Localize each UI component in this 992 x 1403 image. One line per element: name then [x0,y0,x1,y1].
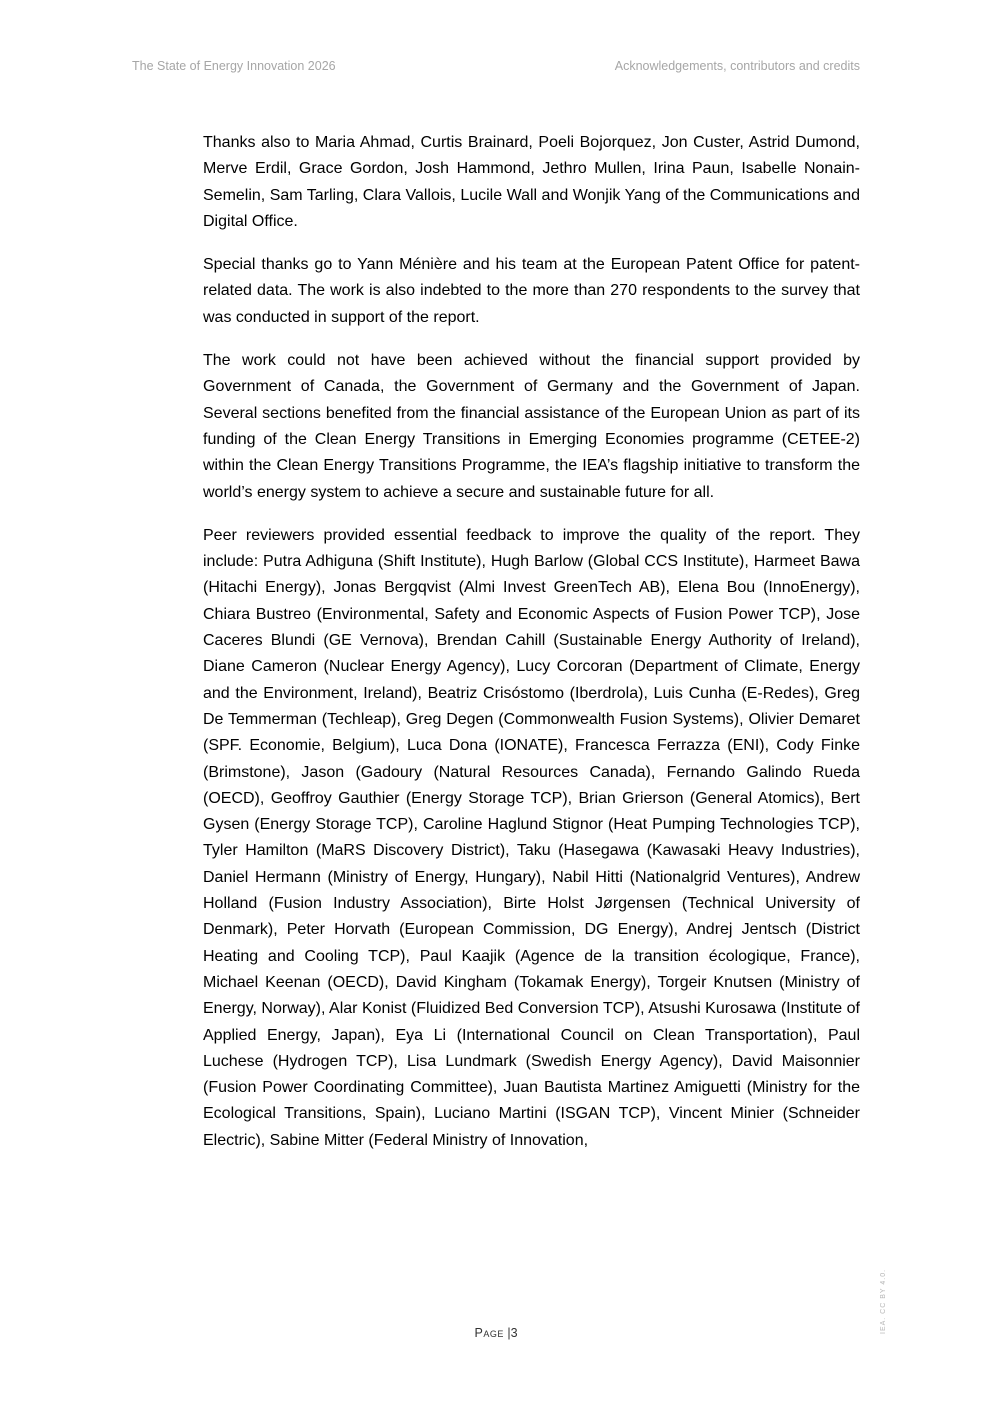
section-title: Acknowledgements, contributors and credits [614,59,860,73]
license-mark: IEA. CC BY 4.0. [880,1268,887,1334]
page-number: 3 [510,1326,518,1340]
running-header [132,59,860,75]
report-title: The State of Energy Innovation 2026 [132,59,336,73]
page-separator: | [507,1326,511,1340]
page-footer [0,1326,992,1340]
communications-thanks-paragraph: Thanks also to Maria Ahmad, Curtis Brainard, Poeli Bojorquez, Jon Custer, Astrid Dumond, Merve Erdil, Grace Gordon, Josh Hammond, Jethro Mullen, Irina Paun, Isabelle Nonain-Semelin, Sam Tarling, Clara Vallois, Lucile Wall and Wonjik Yang of the Communications and Digital Office. [203,134,860,230]
acknowledgements-body [203,130,860,1171]
financial-support-paragraph: The work could not have been achieved without the financial support provided by Government of Canada, the Government of Germany and the Government of Japan. Several sections benefited from the financial assistance of the European Union as part of its funding of the Clean Energy Transitions in Emerging Economies programme (CETEE-2) within the Clean Energy Transitions Programme, the IEA’s flagship initiative to transform the world’s energy system to achieve a secure and sustainable future for all. [203,352,860,501]
peer-reviewers-paragraph: Peer reviewers provided essential feedback to improve the quality of the report. They include: Putra Adhiguna (Shift Institute), Hugh Barlow (Global CCS Institute), Harmeet Bawa (Hitachi Energy), Jonas Bergqvist (Almi Invest GreenTech AB), Elena Bou (InnoEnergy), Chiara Bustreo (Environmental, Safety and Economic Aspects of Fusion Power TCP), Jose Caceres Blundi (GE Vernova), Brendan Cahill (Sustainable Energy Authority of Ireland), Diane Cameron (Nuclear Energy Agency), Lucy Corcoran (Department of Climate, Energy and the Environment, Ireland), Beatriz Crisóstomo (Iberdrola), Luis Cunha (E-Redes), Greg De Temmerman (Techleap), Greg Degen (Commonwealth Fusion Systems), Olivier Demaret (SPF. Economie, Belgium), Luca Dona (IONATE), Francesca Ferrazza (ENI), Cody Finke (Brimstone), Jason (Gadoury (Natural Resources Canada), Fernando Galindo Rueda (OECD), Geoffroy Gauthier (Energy Storage TCP), Brian Grierson (General Atomics), Bert Gysen (Energy Storage TCP), Caroline Haglund Stignor (Heat Pumping Technologies TCP), Tyler Hamilton (MaRS Discovery District), Taku (Hasegawa (Kawasaki Heavy Industries), Daniel Hermann (Ministry of Energy, Hungary), Nabil Hitti (Nationalgrid Ventures), Andrew Holland (Fusion Industry Association), Birte Holst Jørgensen (Technical University of Denmark), Peter Horvath (European Commission, DG Energy), Andrej Jentsch (District Heating and Cooling TCP), Paul Kaajik (Agence de la transition écologique, France), Michael Keenan (OECD), David Kingham (Tokamak Energy), Torgeir Knutsen (Ministry of Energy, Norway), Alar Konist (Fluidized Bed Conversion TCP), Atsushi Kurosawa (Institute of Applied Energy, Japan), Eya Li (International Council on Clean Transportation), Paul Luchese (Hydrogen TCP), Lisa Lundmark (Swedish Energy Agency), David Maisonnier (Fusion Power Coordinating Committee), Juan Bautista Martinez Amiguetti (Ministry for the Ecological Transitions, Spain), Luciano Martini (ISGAN TCP), Vincent Minier (Schneider Electric), Sabine Mitter (Federal Ministry of Innovation, [203,526,860,1149]
patent-office-thanks-paragraph: Special thanks go to Yann Ménière and his team at the European Patent Office for patent-related data. The work is also indebted to the more than 270 respondents to the survey that was conducted in support of the report. [203,256,860,326]
page-label: Page [474,1326,504,1340]
